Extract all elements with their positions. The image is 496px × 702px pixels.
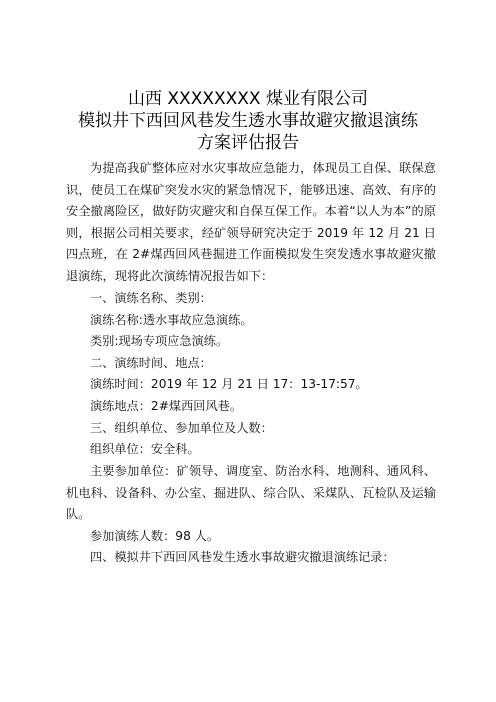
section-heading-units: 三、组织单位、参加单位及人数： bbox=[90, 421, 273, 435]
drill-time: 演练时间：2019 年 12 月 21 日 17：13-17:57。 bbox=[90, 377, 368, 391]
section-heading-drill-record: 四、模拟井下西回风巷发生透水事故避灾撤退演练记录： bbox=[90, 550, 395, 564]
intro-paragraph: 为提高我矿整体应对水灾事故应急能力，体现员工自保、联保意识，使员工在煤矿突发水灾的紧急情况下，能够迅速、高效、有序的安全撤离险区，做好防灾避灾和自保互保工作。本着“以人为本”的原则，根据公司相关要求，经矿领导研究决定于 2019 年 12 月 21 日四点班，在 2#煤西回风巷掘进工作面模拟发生突发透水事故避灾撤退演练，现将此次演练情况报告如下： bbox=[66, 161, 436, 283]
organizer-unit: 组织单位：安全科。 bbox=[90, 442, 200, 456]
participant-count: 参加演练人数：98 人。 bbox=[90, 529, 220, 543]
section-heading-time-location: 二、演练时间、地点： bbox=[90, 356, 212, 370]
document-title-sub: 方案评估报告 bbox=[197, 133, 299, 153]
drill-category: 类别:现场专项应急演练。 bbox=[90, 334, 229, 348]
section-heading-name-category: 一、演练名称、类别： bbox=[90, 291, 212, 305]
participating-units: 主要参加单位：矿领导、调度室、防治水科、地测科、通风科、机电科、设备科、办公室、掘进队、综合队、采煤队、瓦检队及运输队。 bbox=[66, 464, 436, 522]
document-title-main: 模拟井下西回风巷发生透水事故避灾撤退演练 bbox=[78, 111, 418, 131]
document-title-company: 山西 XXXXXXXX 煤业有限公司 bbox=[128, 89, 368, 109]
drill-location: 演练地点：2#煤西回风巷。 bbox=[90, 399, 243, 413]
drill-name: 演练名称:透水事故应急演练。 bbox=[90, 313, 253, 327]
